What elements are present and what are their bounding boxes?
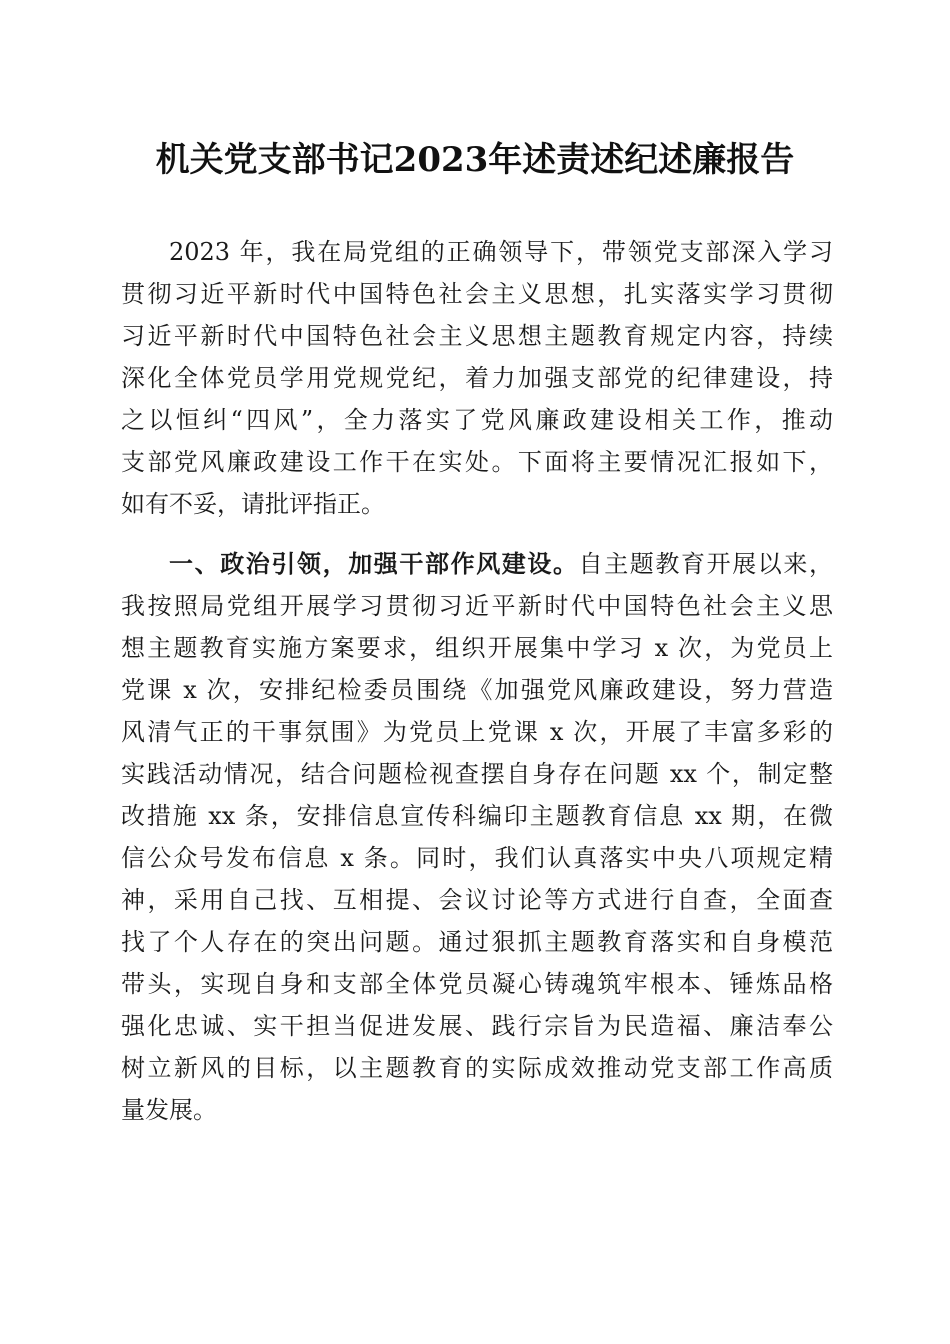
paragraph-line: 风清气正的干事氛围》为党员上党课 x 次，开展了丰富多彩的 bbox=[121, 718, 833, 746]
paragraph-line: 如有不妥，请批评指正。 bbox=[121, 490, 385, 518]
paragraph-line: 改措施 xx 条，安排信息宣传科编印主题教育信息 xx 期，在微 bbox=[121, 802, 833, 830]
paragraph-line: 深化全体党员学用党规党纪，着力加强支部党的纪律建设，持 bbox=[121, 364, 833, 392]
paragraph-line: 2023 年，我在局党组的正确领导下，带领党支部深入学习 bbox=[169, 238, 833, 266]
paragraph-line: 神，采用自己找、互相提、会议讨论等方式进行自查，全面查 bbox=[121, 886, 833, 914]
paragraph-line: 找了个人存在的突出问题。通过狠抓主题教育落实和自身模范 bbox=[121, 928, 833, 956]
paragraph-line: 实践活动情况，结合问题检视查摆自身存在问题 xx 个，制定整 bbox=[121, 760, 833, 788]
paragraph-line: 习近平新时代中国特色社会主义思想主题教育规定内容，持续 bbox=[121, 322, 833, 350]
paragraph-line: 党课 x 次，安排纪检委员围绕《加强党风廉政建设，努力营造 bbox=[121, 676, 833, 704]
section-1-heading: 一、政治引领，加强干部作风建设。 bbox=[169, 550, 579, 578]
paragraph-line: 信公众号发布信息 x 条。同时，我们认真落实中央八项规定精 bbox=[121, 844, 833, 872]
paragraph-line: 我按照局党组开展学习贯彻习近平新时代中国特色社会主义思 bbox=[121, 592, 833, 620]
section-1 bbox=[121, 543, 833, 1131]
section-1-first-line-text: 自主题教育开展以来， bbox=[578, 550, 834, 578]
document-title: 机关党支部书记2023年述责述纪述廉报告 bbox=[155, 140, 795, 180]
paragraph-intro bbox=[121, 231, 833, 525]
paragraph-line: 树立新风的目标，以主题教育的实际成效推动党支部工作高质 bbox=[121, 1054, 833, 1082]
paragraph-line: 想主题教育实施方案要求，组织开展集中学习 x 次，为党员上 bbox=[121, 634, 833, 662]
paragraph-line: 贯彻习近平新时代中国特色社会主义思想，扎实落实学习贯彻 bbox=[121, 280, 833, 308]
paragraph-line: 量发展。 bbox=[121, 1096, 217, 1124]
paragraph-line: 带头，实现自身和支部全体党员凝心铸魂筑牢根本、锤炼品格 bbox=[121, 970, 833, 998]
paragraph-line: 强化忠诚、实干担当促进发展、践行宗旨为民造福、廉洁奉公 bbox=[121, 1012, 833, 1040]
paragraph-line: 之以恒纠“四风”，全力落实了党风廉政建设相关工作，推动 bbox=[121, 406, 833, 434]
section-1-first-line bbox=[121, 543, 833, 585]
paragraph-line: 支部党风廉政建设工作干在实处。下面将主要情况汇报如下， bbox=[121, 448, 833, 476]
